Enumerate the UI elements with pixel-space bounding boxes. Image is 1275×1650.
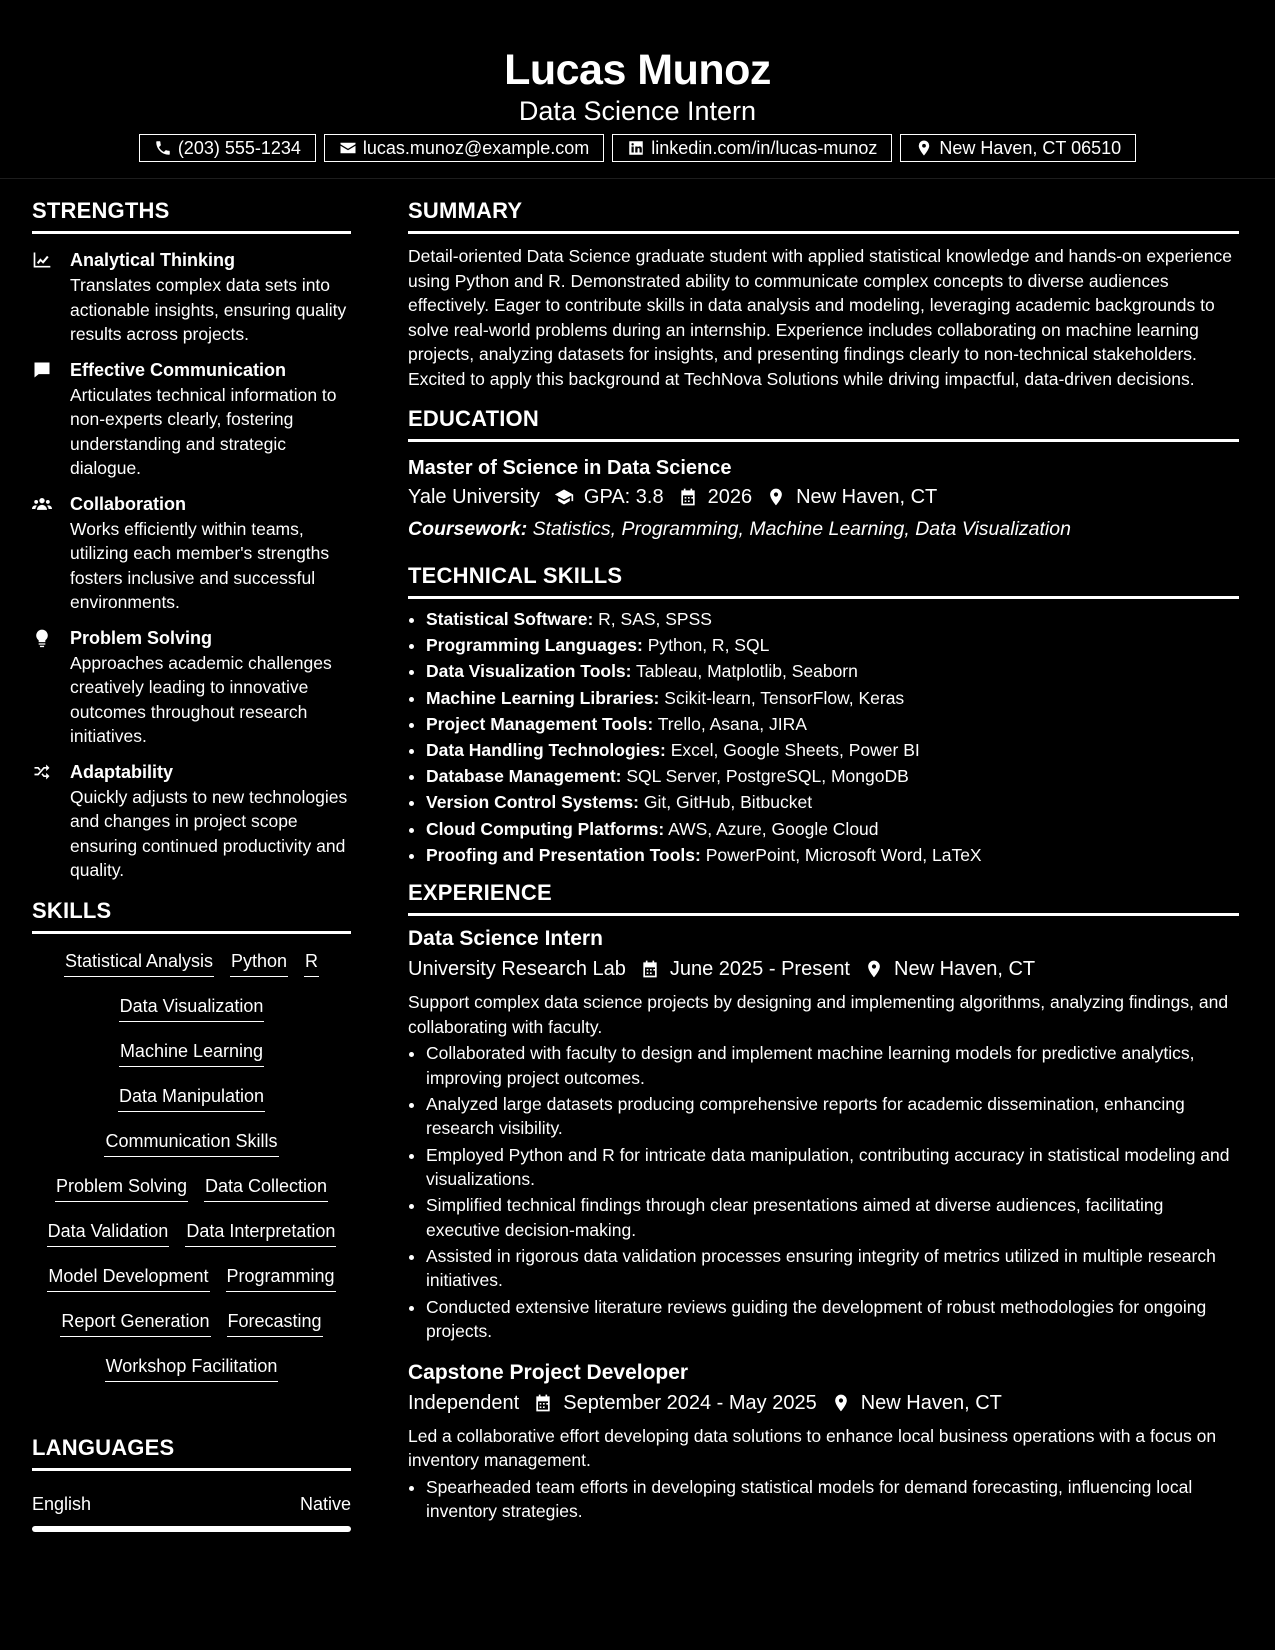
skill-tag: Forecasting [227, 1308, 323, 1337]
tech-skill-item: • Database Management: SQL Server, PostgreSQL, MongoDB [426, 764, 1239, 789]
job-org: Independent [408, 1391, 520, 1414]
skill-tag: Problem Solving [55, 1173, 188, 1202]
job-location: New Haven, CT [860, 1391, 1002, 1414]
tech-skill-item: • Statistical Software: R, SAS, SPSS [426, 607, 1239, 632]
skill-tag: Python [230, 948, 288, 977]
resume-header [0, 0, 1275, 179]
strength-item [32, 626, 351, 749]
calendar-icon [640, 959, 660, 979]
strength-name: Collaboration [70, 493, 186, 514]
tech-skill-item: • Machine Learning Libraries: Scikit-learn, TensorFlow, Keras [426, 686, 1239, 711]
chart-line-icon [32, 250, 52, 270]
education-heading: EDUCATION [408, 405, 1239, 442]
language-proficiency-bar [32, 1526, 351, 1532]
contact-location[interactable] [900, 134, 1136, 162]
school-name: Yale University [408, 486, 540, 508]
candidate-title: Data Science Intern [518, 96, 757, 126]
map-pin-icon [915, 139, 933, 157]
skill-tag: Data Visualization [119, 993, 265, 1022]
strength-name: Adaptability [70, 761, 174, 782]
map-pin-icon [766, 487, 786, 507]
job-bullet: • Employed Python and R for intricate data manipulation, contributing accuracy in statistical modeling and visualizations. [426, 1143, 1239, 1192]
candidate-name: Lucas Munoz [504, 46, 771, 94]
education-location: New Haven, CT [796, 486, 938, 508]
skill-tag: Statistical Analysis [64, 948, 214, 977]
shuffle-icon [32, 762, 52, 782]
strength-desc: Translates complex data sets into actionable insights, ensuring quality results across projects. [70, 275, 347, 344]
strength-name: Effective Communication [70, 359, 287, 380]
degree-title: Master of Science in Data Science [408, 457, 732, 479]
contact-bar [0, 134, 1275, 162]
tech-skill-item: • Data Visualization Tools: Tableau, Matplotlib, Seaborn [426, 659, 1239, 684]
strengths-heading: STRENGTHS [32, 197, 351, 234]
job-bullet: • Spearheaded team efforts in developing statistical models for demand forecasting, influencing local inventory strategies. [426, 1475, 1239, 1524]
strength-item [32, 760, 351, 883]
graduation-cap-icon [554, 487, 574, 507]
job-bullet: • Assisted in rigorous data validation processes ensuring integrity of metrics utilized in multiple research initiatives. [426, 1244, 1239, 1293]
contact-linkedin-text: linkedin.com/in/lucas-munoz [651, 137, 878, 158]
coursework [408, 514, 1239, 544]
skills-list [32, 948, 351, 1398]
job-description: Support complex data science projects by designing and implementing algorithms, analyzing findings, and collaborating with faculty. [408, 992, 1229, 1037]
graduation-year: 2026 [707, 486, 753, 508]
job-meta [408, 1388, 1239, 1418]
strength-desc: Works efficiently within teams, utilizing each member's strengths fosters inclusive and successful environments. [70, 518, 330, 612]
skill-tag: R [304, 948, 319, 977]
skill-tag: Data Manipulation [118, 1083, 265, 1112]
tech-skill-item: • Project Management Tools: Trello, Asana, JIRA [426, 712, 1239, 737]
job-location: New Haven, CT [894, 958, 1036, 981]
contact-location-text: New Haven, CT 06510 [939, 137, 1122, 158]
tech-skill-item: • Data Handling Technologies: Excel, Google Sheets, Power BI [426, 738, 1239, 763]
strength-desc: Quickly adjusts to new technologies and changes in project scope ensuring continued productivity and quality. [70, 786, 348, 880]
gpa: GPA: 3.8 [583, 486, 664, 508]
linkedin-icon [627, 139, 645, 157]
skills-heading: SKILLS [32, 897, 351, 934]
skill-tag: Programming [226, 1263, 336, 1292]
calendar-icon [533, 1393, 553, 1413]
lightbulb-icon [32, 628, 52, 648]
summary-heading: SUMMARY [408, 197, 1239, 234]
coursework-list: Statistics, Programming, Machine Learning, Data Visualization [532, 518, 1071, 540]
skill-tag: Model Development [47, 1263, 209, 1292]
tech-skill-item: • Version Control Systems: Git, GitHub, Bitbucket [426, 790, 1239, 815]
skill-tag: Report Generation [60, 1308, 210, 1337]
right-column [408, 178, 1239, 1525]
coursework-label: Coursework: [408, 518, 528, 540]
job-bullets [408, 1041, 1239, 1343]
summary-text: Detail-oriented Data Science graduate student with applied statistical knowledge and hands-on experience using Python and R. Demonstrated ability to communicate complex concepts to diverse audiences effectively. Eager to contribute skills in data analysis and modeling, leveraging academic backgrounds to solve real-world problems during an internship. Experience includes collaborating on machine learning projects, analyzing datasets for insights, and presenting findings clearly to non-technical stakeholders. Excited to apply this background at TechNova Solutions while driving impactful, data-driven decisions. [408, 246, 1232, 389]
technical-skills-list [408, 607, 1239, 867]
job-description: Led a collaborative effort developing data solutions to enhance local business operations with a focus on inventory management. [408, 1425, 1217, 1471]
strength-item [32, 358, 351, 481]
job-dates: September 2024 - May 2025 [563, 1391, 817, 1414]
contact-email-text: lucas.munoz@example.com [362, 137, 590, 158]
skill-tag: Machine Learning [119, 1038, 264, 1067]
job-meta [408, 954, 1239, 984]
skill-tag: Workshop Facilitation [105, 1353, 279, 1382]
job-dates: June 2025 - Present [669, 958, 850, 981]
education-meta [408, 482, 1239, 512]
job-org: University Research Lab [408, 958, 626, 981]
technical-skills-heading: TECHNICAL SKILLS [408, 562, 1239, 599]
skill-tag: Data Collection [204, 1173, 328, 1202]
languages-heading: LANGUAGES [32, 1434, 351, 1471]
strength-item [32, 492, 351, 615]
skill-tag: Data Interpretation [185, 1218, 336, 1247]
contact-email[interactable] [324, 134, 604, 162]
job-title: Capstone Project Developer [408, 1360, 689, 1384]
strength-name: Analytical Thinking [70, 250, 236, 270]
strength-item [32, 248, 351, 347]
job-title: Data Science Intern [408, 927, 603, 951]
calendar-icon [678, 487, 698, 507]
language-name: English [32, 1493, 92, 1514]
experience-heading: EXPERIENCE [408, 879, 1239, 916]
language-row [32, 1492, 351, 1516]
job-bullet: • Simplified technical findings through clear presentations aimed at diverse audiences, facilitating executive decision-making. [426, 1193, 1239, 1242]
job-bullet: • Conducted extensive literature reviews guiding the development of robust methodologies for ongoing projects. [426, 1295, 1239, 1344]
skill-tag: Communication Skills [104, 1128, 278, 1157]
tech-skill-item: • Programming Languages: Python, R, SQL [426, 633, 1239, 658]
contact-phone[interactable] [139, 134, 316, 162]
map-pin-icon [864, 959, 884, 979]
left-column [32, 178, 351, 1532]
language-level: Native [299, 1493, 351, 1514]
contact-phone-text: (203) 555-1234 [177, 137, 301, 158]
map-pin-icon [831, 1393, 851, 1413]
strength-name: Problem Solving [70, 627, 213, 648]
users-icon [32, 494, 52, 514]
phone-icon [154, 139, 172, 157]
contact-linkedin[interactable] [612, 134, 892, 162]
skill-tag: Data Validation [47, 1218, 170, 1247]
job-bullets [408, 1475, 1239, 1524]
strength-desc: Articulates technical information to non-experts clearly, fostering understanding and strategic dialogue. [70, 384, 337, 478]
speech-bubble-icon [32, 360, 52, 380]
strengths-list [32, 248, 351, 883]
job-bullet: • Collaborated with faculty to design and implement machine learning models for predictive analytics, improving project outcomes. [426, 1041, 1239, 1090]
strength-desc: Approaches academic challenges creatively leading to innovative outcomes throughout research initiatives. [70, 652, 332, 746]
tech-skill-item: • Cloud Computing Platforms: AWS, Azure, Google Cloud [426, 817, 1239, 842]
envelope-icon [339, 139, 357, 157]
tech-skill-item: • Proofing and Presentation Tools: PowerPoint, Microsoft Word, LaTeX [426, 843, 1239, 868]
job-bullet: • Analyzed large datasets producing comprehensive reports for academic dissemination, enhancing research visibility. [426, 1092, 1239, 1141]
